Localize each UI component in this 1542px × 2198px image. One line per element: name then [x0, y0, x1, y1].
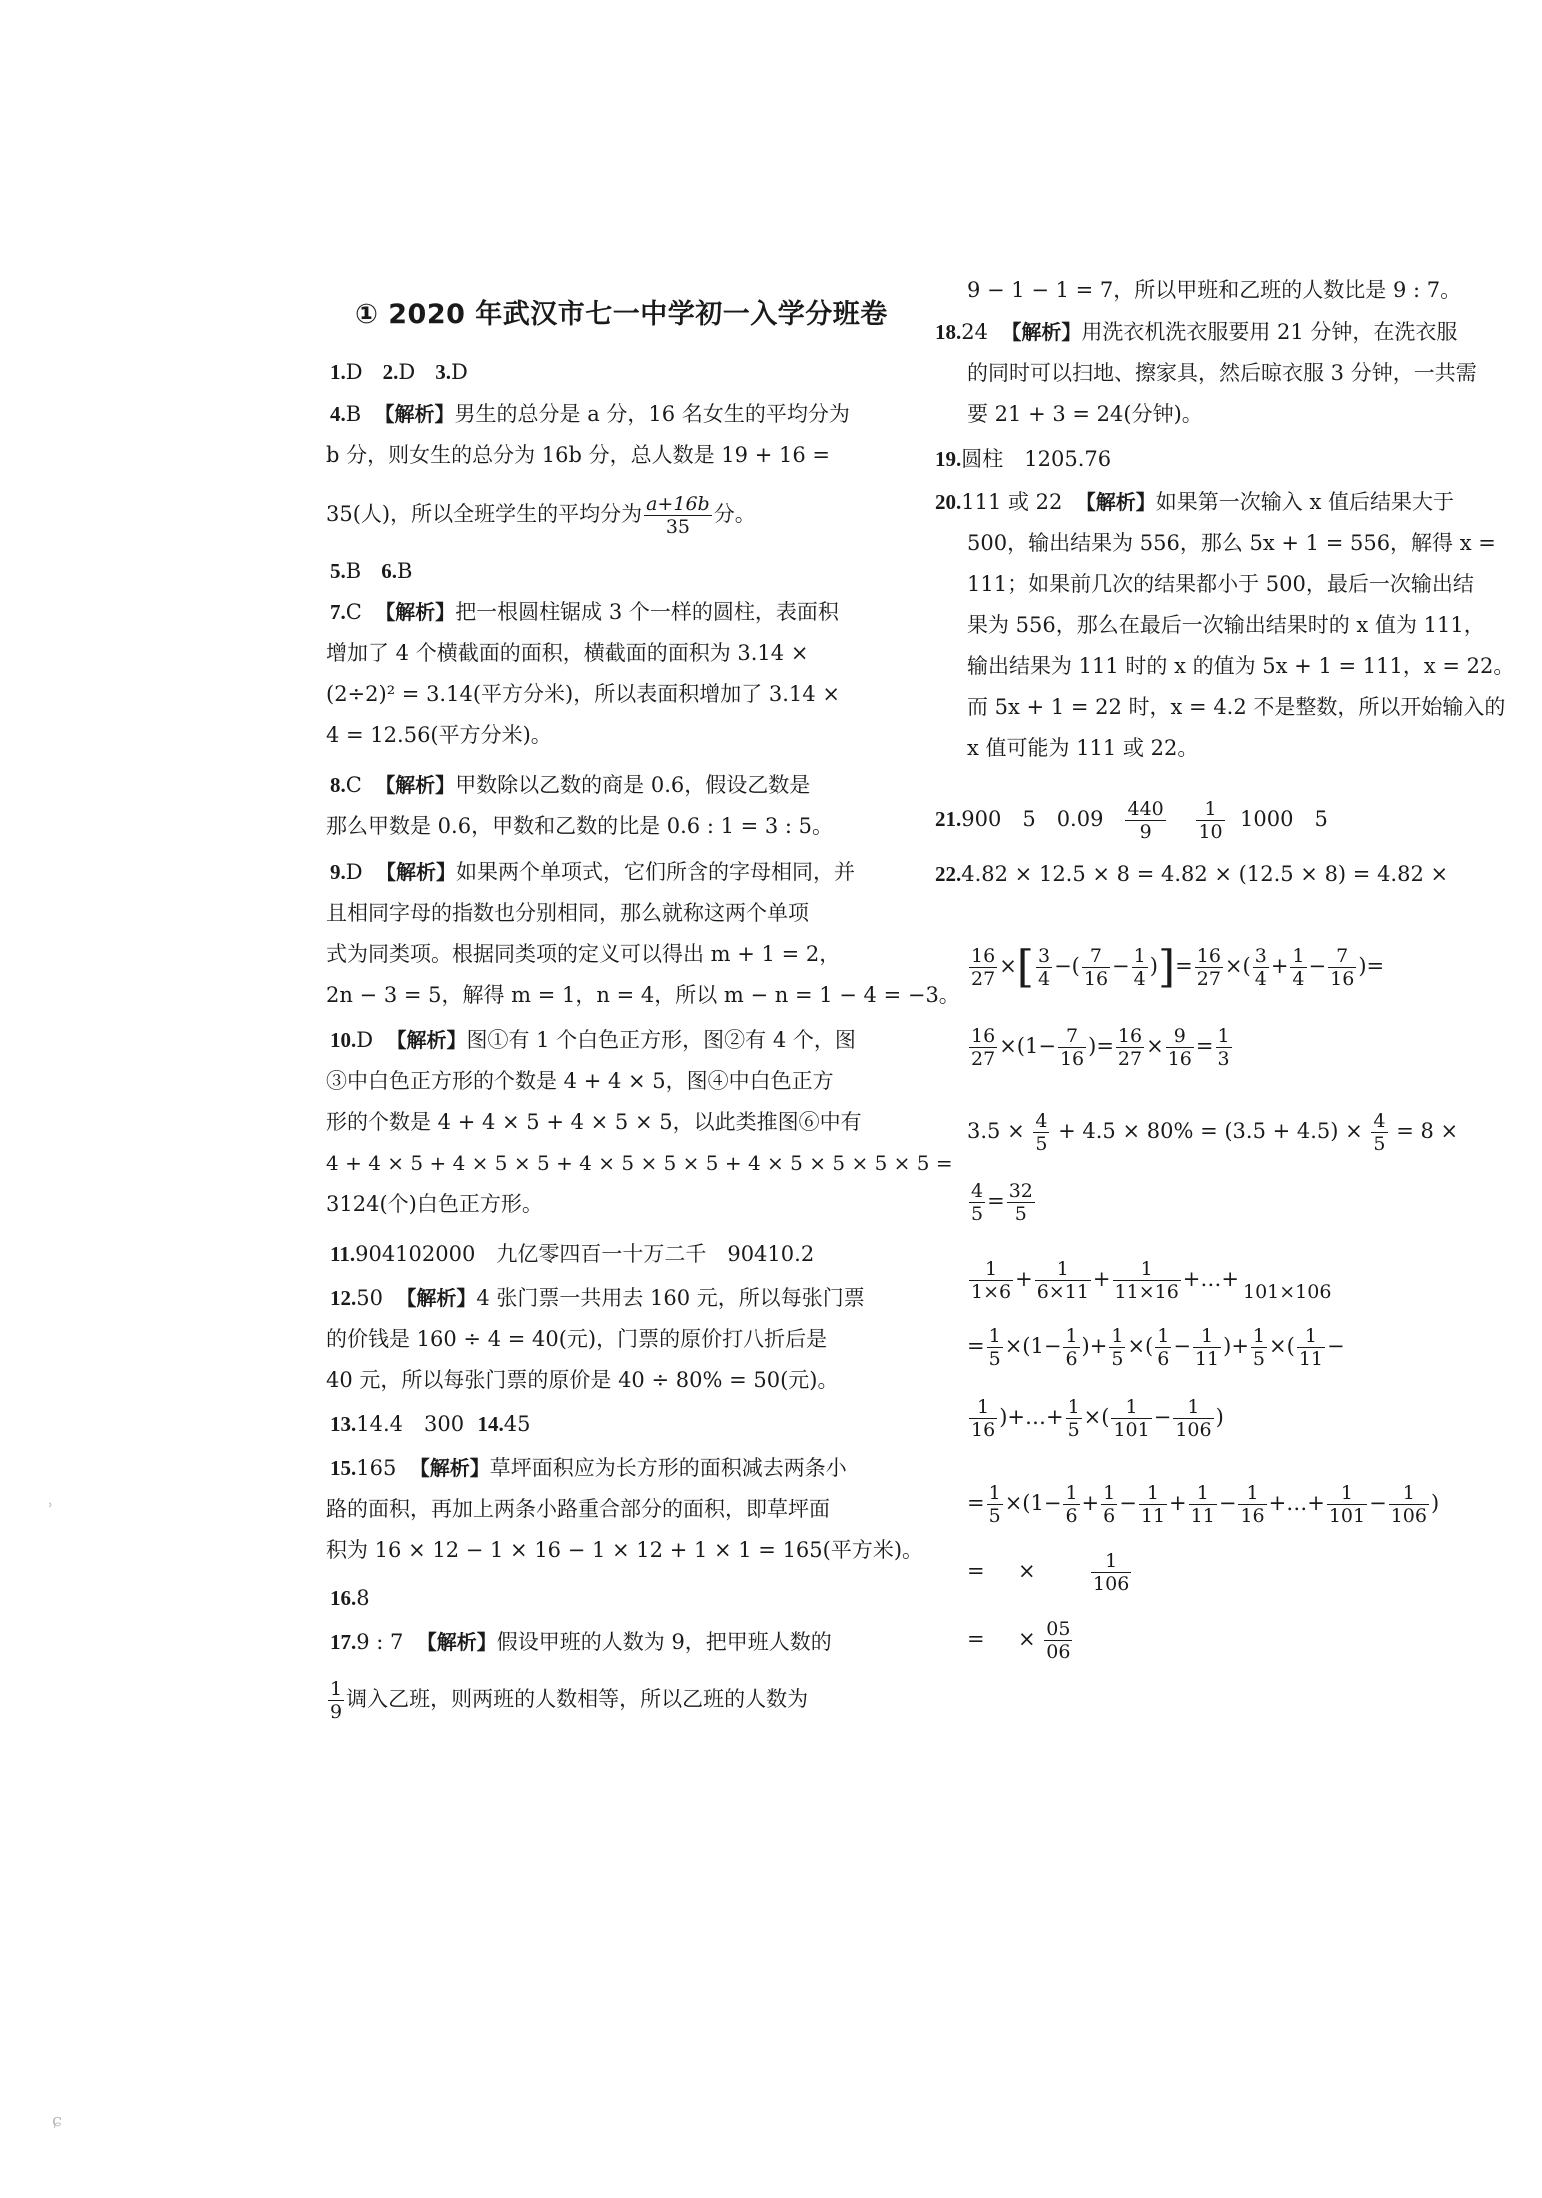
- fraction: [1109, 1325, 1125, 1370]
- denominator: 5: [1373, 1133, 1386, 1155]
- fraction: [328, 1678, 344, 1723]
- numerator: 3: [1037, 945, 1051, 967]
- answer-10-line4: 4 + 4 × 5 + 4 × 5 × 5 + 4 × 5 × 5 × 5 + 4 × 5 × 5 × 5 × 5 =: [326, 1151, 953, 1175]
- numerator: 1: [1252, 1325, 1266, 1347]
- denominator: 27: [971, 968, 996, 990]
- fraction: [1389, 1482, 1429, 1527]
- analysis-label: 【解析】: [1001, 320, 1082, 344]
- numerator: 05: [1046, 1618, 1071, 1640]
- fraction: [1196, 798, 1224, 843]
- answer-17-cont: 9 − 1 − 1 = 7，所以甲班和乙班的人数比是 9 : 7。: [967, 278, 1462, 302]
- denominator: 101×106: [1243, 1281, 1332, 1303]
- denominator: 3: [1217, 1048, 1230, 1070]
- text-line: 假设甲班的人数为 9，把甲班人数的: [496, 1630, 832, 1654]
- fraction: [1116, 1025, 1144, 1070]
- fraction: [1195, 945, 1223, 990]
- answer: D: [345, 860, 363, 884]
- q-number: 14.: [477, 1412, 504, 1436]
- numerator: 1: [1065, 1482, 1078, 1504]
- q-number: 1.: [330, 360, 346, 384]
- numerator: 1: [1157, 1325, 1170, 1347]
- fraction: [1166, 1025, 1194, 1070]
- answer-7-line3: (2÷2)² = 3.14(平方分米)，所以表面积增加了 3.14 ×: [326, 682, 840, 706]
- fraction: [969, 1258, 1013, 1303]
- analysis-label: 【解析】: [409, 1456, 490, 1480]
- answer: 14.4 300: [356, 1412, 465, 1436]
- denominator: 5: [971, 1203, 984, 1225]
- answer-10-line2: ③中白色正方形的个数是 4 + 4 × 5，图④中白色正方: [326, 1069, 834, 1093]
- answer-16: [330, 1584, 370, 1612]
- numerator: 4: [971, 1180, 984, 1202]
- answer-15-line1: [330, 1454, 847, 1482]
- fraction: [1193, 1325, 1221, 1370]
- q-number: 17.: [330, 1630, 357, 1654]
- answer-13-14: [330, 1410, 530, 1438]
- page-title: ① 2020 年武汉市七一中学初一入学分班卷: [355, 299, 888, 330]
- answer-9-line4: 2n − 3 = 5，解得 m = 1，n = 4，所以 m − n = 1 − 4 = −3。: [326, 983, 960, 1007]
- numerator: 1: [969, 1258, 1013, 1281]
- answer: 9 : 7: [356, 1630, 404, 1654]
- answer: B: [396, 559, 413, 583]
- answer-9-line3: 式为同类项。根据同类项的定义可以得出 m + 1 = 2，: [326, 942, 841, 966]
- denominator: 4: [1037, 968, 1051, 990]
- answer: 904102000 九亿零四百一十万二千 90410.2: [355, 1242, 815, 1266]
- numerator: 1: [1238, 1482, 1266, 1505]
- answer-4-line3: [326, 493, 756, 538]
- text-line: 图①有 1 个白色正方形，图②有 4 个，图: [466, 1028, 856, 1052]
- fraction: [987, 1325, 1003, 1370]
- numerator: 32: [1008, 1180, 1033, 1202]
- denominator: 9: [330, 1701, 343, 1723]
- text: =: [967, 1627, 985, 1651]
- fraction: [1091, 1550, 1131, 1595]
- q-number: 18.: [935, 320, 962, 344]
- denominator: 5: [1067, 1419, 1080, 1441]
- answer-7-line4: 4 = 12.56(平方分米)。: [326, 723, 552, 747]
- scan-mark: ɕ: [52, 2110, 63, 2131]
- text-line: 男生的总分是 a 分，16 名女生的平均分为: [454, 402, 850, 426]
- analysis-label: 【解析】: [375, 600, 456, 624]
- bracket: ]: [1157, 941, 1176, 993]
- q-number: 21.: [935, 807, 962, 831]
- fraction: [1033, 1110, 1049, 1155]
- denominator: 9: [1139, 821, 1152, 843]
- denominator: 5: [1111, 1348, 1124, 1370]
- denominator: 6: [1065, 1505, 1078, 1527]
- text-line: 草坪面积应为长方形的面积减去两条小: [489, 1456, 847, 1480]
- numerator: 7: [1082, 945, 1110, 968]
- denominator: 11: [1298, 1348, 1323, 1370]
- numerator: 1: [1189, 1482, 1217, 1505]
- text-line: 4.82 × 12.5 × 8 = 4.82 × (12.5 × 8) = 4.82 ×: [961, 862, 1449, 886]
- answer-12-line2: 的价钱是 160 ÷ 4 = 40(元)，门票的原价打八折后是: [326, 1327, 828, 1351]
- denominator: 106: [1175, 1419, 1212, 1441]
- answer-22-line1: [935, 860, 1448, 888]
- text-line: 如果两个单项式，它们所含的字母相同，并: [455, 860, 855, 884]
- q-number: 9.: [330, 860, 346, 884]
- math-line-3: [967, 1110, 1458, 1155]
- math-line-5: $\frac{1}{1\times 6}$ + $\frac{1}{6\times 11}$ + $\frac{1}{11\times 16}$ +…+ 101×106: [971, 1258, 1332, 1303]
- numerator: 1: [1113, 1258, 1181, 1281]
- numerator: 7: [1058, 1025, 1086, 1048]
- answer-11: [330, 1240, 814, 1268]
- fraction: [1251, 1325, 1267, 1370]
- answer: D: [356, 1028, 374, 1052]
- fraction: [969, 1396, 997, 1441]
- answer: C: [345, 600, 362, 624]
- math-line-9: [967, 1550, 1133, 1595]
- answer: 8: [356, 1586, 370, 1610]
- denominator: 27: [1196, 968, 1221, 990]
- fraction: [1290, 945, 1306, 990]
- fraction: [987, 1482, 1003, 1527]
- answer-5-6: [330, 557, 412, 585]
- denominator: 6×11: [1036, 1281, 1089, 1303]
- denominator: 4: [1292, 968, 1305, 990]
- q-number: 6.: [381, 559, 397, 583]
- numerator: 1: [1065, 1325, 1078, 1347]
- denominator: 6: [1157, 1348, 1170, 1370]
- analysis-label: 【解析】: [396, 1286, 477, 1310]
- denominator: 16: [1240, 1505, 1265, 1527]
- answer-15-line3: 积为 16 × 12 − 1 × 16 − 1 × 12 + 1 × 1 = 165(平方米)。: [326, 1538, 924, 1562]
- analysis-label: 【解析】: [375, 860, 456, 884]
- answer-4-line2: b 分，则女生的总分为 16b 分，总人数是 19 + 16 =: [326, 443, 830, 467]
- denominator: 6: [1103, 1505, 1116, 1527]
- answer-19: [935, 445, 1111, 473]
- denominator: 106: [1390, 1505, 1427, 1527]
- numerator: 7: [1328, 945, 1356, 968]
- denominator: 10: [1198, 821, 1223, 843]
- q-number: 2.: [382, 360, 399, 384]
- numerator: 1: [1133, 945, 1146, 967]
- numerator: 1: [1327, 1482, 1367, 1505]
- numerator: 1: [988, 1325, 1001, 1347]
- answer-17-line1: [330, 1628, 832, 1656]
- denominator: 11: [1190, 1505, 1215, 1527]
- q-number: 5.: [330, 559, 346, 583]
- numerator: 440: [1127, 798, 1164, 820]
- denominator: 4: [1133, 968, 1146, 990]
- answer: 24: [961, 320, 988, 344]
- fraction: [1241, 1258, 1333, 1303]
- numerator: 1: [1111, 1396, 1151, 1419]
- text: = 8 ×: [1389, 1119, 1459, 1143]
- numerator: 1: [1297, 1325, 1325, 1348]
- fraction: [969, 1180, 985, 1225]
- fraction: [1113, 1258, 1181, 1303]
- answer-18-line1: [935, 318, 1457, 346]
- denominator: 1×6: [971, 1281, 1012, 1303]
- answer-1-3: [330, 358, 468, 386]
- answer-10-line3: 形的个数是 4 + 4 × 5 + 4 × 5 × 5，以此类推图⑥中有: [326, 1110, 862, 1134]
- denominator: 5: [1035, 1133, 1048, 1155]
- numerator: 1: [1103, 1482, 1116, 1504]
- numerator: 16: [1196, 945, 1221, 967]
- denominator: 106: [1093, 1573, 1130, 1595]
- fraction: [969, 1025, 997, 1070]
- answer: 圆柱 1205.76: [961, 447, 1112, 471]
- fraction: [1063, 1482, 1079, 1527]
- math-line-2: $\frac{16}{27}$ ×(1− $\frac{7}{16}$ )= $\frac{16}{27}$ × $\frac{9}{16}$ = $\frac{1}{3}$: [971, 1025, 1230, 1070]
- text: ×: [1018, 1559, 1036, 1583]
- denominator: 27: [1117, 1048, 1143, 1070]
- fraction: [1155, 1325, 1171, 1370]
- fraction: [1297, 1325, 1325, 1370]
- answer-9-line1: [330, 858, 855, 886]
- numerator: 1: [1035, 1258, 1091, 1281]
- text: ×: [1018, 1627, 1036, 1651]
- numerator: 1: [330, 1678, 343, 1700]
- fraction: [1125, 798, 1165, 843]
- text-line: 用洗衣机洗衣服要用 21 分钟，在洗衣服: [1081, 320, 1458, 344]
- analysis-label: 【解析】: [374, 402, 455, 426]
- numerator: 1: [1196, 798, 1224, 821]
- text-line: 如果第一次输入 x 值后结果大于: [1155, 490, 1454, 514]
- fraction: [1044, 1618, 1072, 1663]
- fraction: [1101, 1482, 1117, 1527]
- denominator: 27: [971, 1048, 996, 1070]
- denominator: 11: [1140, 1505, 1166, 1527]
- fraction: [1371, 1110, 1387, 1155]
- numerator: 1: [1193, 1325, 1221, 1348]
- fraction: [1111, 1396, 1151, 1441]
- answer: 50: [356, 1286, 383, 1310]
- q-number: 12.: [330, 1286, 357, 1310]
- q-number: 11.: [330, 1242, 356, 1266]
- fraction: [1238, 1482, 1266, 1527]
- scan-mark: ʾ: [48, 1500, 54, 1521]
- denominator: 5: [988, 1505, 1001, 1527]
- fraction: [1173, 1396, 1213, 1441]
- answer-20-line3: 111；如果前几次的结果都小于 500，最后一次输出结: [967, 572, 1474, 596]
- answer-8-line2: 那么甲数是 0.6，甲数和乙数的比是 0.6 : 1 = 3 : 5。: [326, 814, 834, 838]
- q-number: 4.: [330, 402, 346, 426]
- math-line-1: $\frac{16}{27}$ ×[ $\frac{3}{4}$ −( $\frac{7}{16}$ − $\frac{1}{4}$ )]= $\frac{16}{27}$ ×( $\frac{3}{4}$ + $\frac{1}{4}$ − $\frac{7}{16}$ )=: [971, 941, 1385, 993]
- analysis-label: 【解析】: [416, 1630, 497, 1654]
- denominator: 35: [665, 516, 690, 538]
- denominator: 4: [1254, 968, 1267, 990]
- analysis-label: 【解析】: [386, 1028, 467, 1052]
- answer-20-line4: 果为 556，那么在最后一次输出结果时的 x 值为 111，: [967, 613, 1485, 637]
- text-line: 35(人)，所以全班学生的平均分为: [326, 502, 643, 526]
- fraction: [1063, 1325, 1079, 1370]
- q-number: 7.: [330, 600, 346, 624]
- numerator: 3: [1254, 945, 1267, 967]
- q-number: 3.: [435, 360, 451, 384]
- answer-17-line2: [326, 1678, 808, 1723]
- denominator: 11×16: [1114, 1281, 1179, 1303]
- text: 3.5 ×: [967, 1119, 1032, 1143]
- denominator: 5: [1014, 1203, 1027, 1225]
- answer-21: [935, 798, 1328, 843]
- answer: C: [345, 773, 362, 797]
- fraction: [1139, 1482, 1167, 1527]
- denominator: 101: [1328, 1505, 1366, 1527]
- answer-12-line1: [330, 1284, 865, 1312]
- fraction: [969, 945, 997, 990]
- numerator: 4: [1373, 1110, 1386, 1132]
- numerator: 9: [1166, 1025, 1194, 1048]
- fraction: [1082, 945, 1110, 990]
- denominator: 16: [971, 1419, 996, 1441]
- answer: 111 或 22: [961, 490, 1063, 514]
- answer-20-line6: 而 5x + 1 = 22 时，x = 4.2 不是整数，所以开始输入的: [967, 695, 1506, 719]
- answer-20-line2: 500，输出结果为 556，那么 5x + 1 = 556，解得 x =: [967, 531, 1496, 555]
- q-number: 13.: [330, 1412, 357, 1436]
- q-number: 16.: [330, 1586, 357, 1610]
- numerator: 1: [1217, 1025, 1230, 1047]
- denominator: 16: [1167, 1048, 1192, 1070]
- answer-20-line1: [935, 488, 1454, 516]
- q-number: 22.: [935, 862, 962, 886]
- numerator: 1: [969, 1396, 997, 1419]
- answer: D: [451, 360, 468, 384]
- answer-8-line1: [330, 771, 810, 799]
- text-line: 把一根圆柱锯成 3 个一样的圆柱，表面积: [455, 600, 839, 624]
- text-line: 调入乙班，则两班的人数相等，所以乙班的人数为: [346, 1687, 809, 1711]
- answer: D: [398, 360, 416, 384]
- text: + 4.5 × 80% = (3.5 + 4.5) ×: [1051, 1119, 1370, 1143]
- numerator: 16: [971, 945, 996, 967]
- denominator: 5: [1252, 1348, 1266, 1370]
- denominator: 16: [1083, 968, 1109, 990]
- numerator: 1: [988, 1482, 1001, 1504]
- answer-20-line7: x 值可能为 111 或 22。: [967, 736, 1199, 760]
- answer-9-line2: 且相同字母的指数也分别相同，那么就称这两个单项: [326, 901, 809, 925]
- math-line-7: $\frac{1}{16}$ )+…+ $\frac{1}{5}$ ×( $\frac{1}{101}$ − $\frac{1}{106}$ ): [971, 1396, 1224, 1441]
- math-line-8: = $\frac{1}{5}$ ×(1− $\frac{1}{6}$ + $\frac{1}{6}$ − $\frac{1}{11}$ + $\frac{1}{11}$ − $\frac{1}{16}$ +…+ $\frac{1}{101}$ − $\frac{1}{106}$ ): [967, 1482, 1440, 1527]
- numerator: a+16b: [646, 493, 710, 515]
- fraction: [1007, 1180, 1035, 1225]
- answer-18-line2: 的同时可以扫地、擦家具，然后晾衣服 3 分钟，一共需: [967, 361, 1477, 385]
- bracket: [: [1016, 941, 1034, 993]
- fraction: [644, 493, 712, 538]
- fraction: [1216, 1025, 1232, 1070]
- answer: D: [345, 360, 363, 384]
- q-number: 20.: [935, 490, 962, 514]
- answer: 900 5 0.09: [961, 807, 1104, 831]
- denominator: 101: [1113, 1419, 1150, 1441]
- text-line: 甲数除以乙数的商是 0.6，假设乙数是: [455, 773, 811, 797]
- fraction: [1036, 945, 1052, 990]
- answer-20-line5: 输出结果为 111 时的 x 的值为 5x + 1 = 111，x = 22。: [967, 654, 1515, 678]
- answer: 165: [356, 1456, 397, 1480]
- fraction: [1328, 945, 1356, 990]
- fraction: [1327, 1482, 1367, 1527]
- fraction: [1253, 945, 1269, 990]
- numerator: 1: [1292, 945, 1305, 967]
- answer-18-line3: 要 21 + 3 = 24(分钟)。: [967, 402, 1203, 426]
- analysis-label: 【解析】: [375, 773, 456, 797]
- answer-7-line1: [330, 598, 839, 626]
- math-line-4: $\frac{4}{5}$ = $\frac{32}{5}$: [971, 1180, 1033, 1225]
- q-number: 8.: [330, 773, 346, 797]
- numerator: 1: [1139, 1482, 1167, 1505]
- q-number: 10.: [330, 1028, 357, 1052]
- denominator: 5: [988, 1348, 1001, 1370]
- answer-10-line1: [330, 1026, 856, 1054]
- text: =: [967, 1559, 985, 1583]
- text: +…+: [1182, 1267, 1239, 1291]
- numerator: 16: [971, 1025, 996, 1047]
- answer: 45: [503, 1412, 531, 1436]
- numerator: 1: [1111, 1325, 1124, 1347]
- fraction: [1058, 1025, 1086, 1070]
- math-line-6: = $\frac{1}{5}$ ×(1− $\frac{1}{6}$ )+ $\frac{1}{5}$ ×( $\frac{1}{6}$ − $\frac{1}{11}$ )+ $\frac{1}{5}$ ×( $\frac{1}{11}$ −: [967, 1325, 1345, 1370]
- answer-12-line3: 40 元，所以每张门票的原价是 40 ÷ 80% = 50(元)。: [326, 1368, 839, 1392]
- fraction: [1132, 945, 1148, 990]
- math-line-10: [967, 1618, 1074, 1663]
- answer-15-line2: 路的面积，再加上两条小路重合部分的面积，即草坪面: [326, 1497, 830, 1521]
- answer-4-line1: [330, 400, 850, 428]
- denominator: 16: [1059, 1048, 1085, 1070]
- analysis-label: 【解析】: [1075, 490, 1156, 514]
- text-line: 分。: [713, 502, 756, 526]
- denominator: 11: [1194, 1348, 1220, 1370]
- fraction: [1189, 1482, 1217, 1527]
- answer-10-line5: 3124(个)白色正方形。: [326, 1192, 543, 1216]
- numerator: 1: [1091, 1550, 1131, 1573]
- fraction: [1066, 1396, 1082, 1441]
- q-number: 15.: [330, 1456, 357, 1480]
- denominator: 6: [1065, 1348, 1078, 1370]
- numerator: 1: [1173, 1396, 1213, 1419]
- text-line: 4 张门票一共用去 160 元，所以每张门票: [476, 1286, 865, 1310]
- numerator: 4: [1035, 1110, 1048, 1132]
- q-number: 19.: [935, 447, 962, 471]
- numerator: 16: [1117, 1025, 1143, 1047]
- answer: B: [345, 402, 362, 426]
- numerator: 1: [1389, 1482, 1429, 1505]
- numerator: 1: [1067, 1396, 1080, 1418]
- fraction: [1035, 1258, 1091, 1303]
- answer: 1000 5: [1240, 807, 1328, 831]
- answer: B: [345, 559, 362, 583]
- denominator: 06: [1046, 1641, 1071, 1663]
- answer-7-line2: 增加了 4 个横截面的面积，横截面的面积为 3.14 ×: [326, 641, 809, 665]
- denominator: 16: [1330, 968, 1355, 990]
